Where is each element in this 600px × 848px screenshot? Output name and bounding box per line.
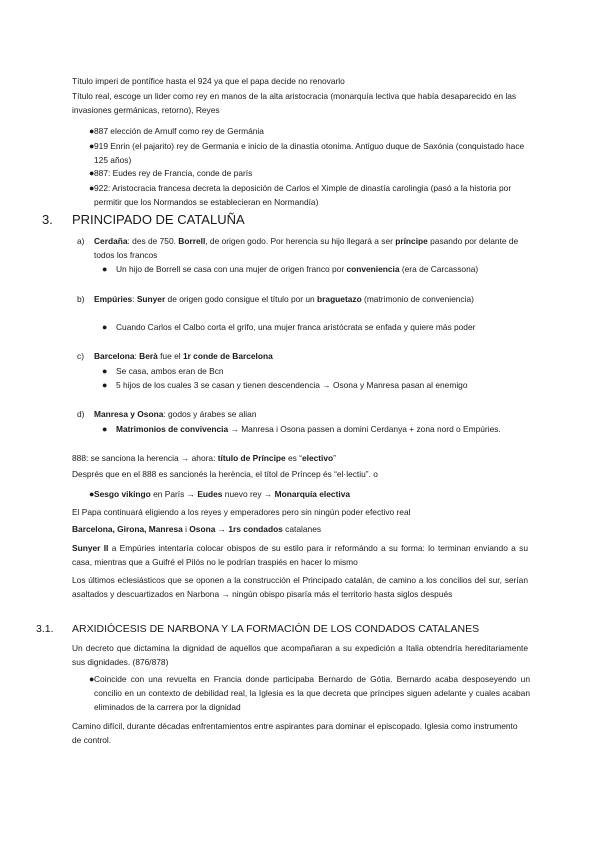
list-label-b: b) xyxy=(77,294,85,304)
text: → xyxy=(215,524,229,534)
term-bera: Berà xyxy=(139,351,158,361)
sub-item-5-hijos: 5 hijos de los cuales 3 se casan y tienen descendencia → Osona y Manresa pasan al enemigo xyxy=(116,380,468,390)
term-braguetazo: braguetazo xyxy=(317,294,362,304)
list-label-d: d) xyxy=(77,409,85,419)
term-sesgo-vikingo: Sesgo vikingo xyxy=(94,489,151,499)
bullet-glyph: ● xyxy=(89,489,95,499)
paragraph-papa: El Papa continuará eligiendo a los reyes y emperadores pero sin ningún poder efectivo real xyxy=(72,507,411,517)
text: a Empúries intentaría colocar obispos de su estilo para ir reformándo a su forma: lo terminan enviando a su casa, mientras que a Guifré el Pilós no le podrían traspiés en hacer lo mismo xyxy=(72,543,528,567)
list-item-barcelona xyxy=(94,349,530,363)
paragraph-titulo-real: Título real, escoge un lider como rey en manos de la alta aristocracia (monarquía lectiva que había desaparecido en las invasiones germánicas, retorno), Reyes xyxy=(72,91,517,115)
text: es “ xyxy=(285,453,302,463)
term-borrell: Borrell xyxy=(178,236,206,246)
list-label-a: a) xyxy=(77,236,85,246)
term-1rs-condados: 1rs condados xyxy=(228,524,283,534)
term-cerdana: Cerdaña xyxy=(94,236,128,246)
text: → Manresa i Osona passen a domini Cerdanya + zona nord o Empúries. xyxy=(228,424,501,434)
paragraph-titulo-imperi: Título imperi de pontífice hasta el 924 ya que el papa decide no renovarlo xyxy=(72,76,345,86)
term-sunyer-ii: Sunyer II xyxy=(72,543,109,553)
term-titulo-principe: título de Príncipe xyxy=(217,453,286,463)
bullet-glyph: ● xyxy=(89,126,95,136)
list-item-enrin: 919 Enrin (el pajarito) rey de Germania e inicio de la dinastia otonima. Antiguo duque de Saxónia (conquistado hace 125 años) xyxy=(94,141,525,165)
paragraph-sunyer-ii xyxy=(72,541,528,569)
text: , de origen godo. Por herencia su hijo llegará a ser xyxy=(205,236,396,246)
text: en París → xyxy=(150,489,198,499)
paragraph-888-catalan: Després que en el 888 es sancionés la herència, el títol de Príncep és “el·lectiu”. o xyxy=(72,469,378,479)
paragraph-ultimos: Los últimos eclesiásticos que se oponen a la construcción el Principado catalán, de camino a los concilios del sur, serían asaltados y descuartizados en Narbona → ningún obispo pisaría más el territorio hasta siglos después xyxy=(72,575,528,599)
term-conveniencia: conveniencia xyxy=(346,264,400,274)
term-matrimonios: Matrimonios de convivencia xyxy=(116,424,229,434)
term-monarquia-electiva: Monarquía electiva xyxy=(274,489,351,499)
term-empuries: Empúries xyxy=(94,294,133,304)
text: pasando por delante de todos los francos xyxy=(94,236,519,260)
text: : des de 750. xyxy=(127,236,179,246)
paragraph-decreto: Un decreto que dictamina la dignidad de aquellos que acompañaran a su expedición a Italia obtendría hereditariamente sus dignidades. (876/878) xyxy=(72,643,528,667)
text: : xyxy=(132,294,137,304)
text: fue el xyxy=(157,351,183,361)
text: (matrimonio de conveniencia) xyxy=(361,294,474,304)
bullet-glyph: ● xyxy=(89,674,95,684)
paragraph-condados xyxy=(72,522,528,536)
bullet-glyph: ● xyxy=(102,424,108,434)
text: : xyxy=(134,351,140,361)
bullet-glyph: ● xyxy=(89,168,95,178)
list-item-manresa-osona xyxy=(94,407,530,421)
term-1r-conde: 1r conde de Barcelona xyxy=(182,351,273,361)
text: 888: se sanciona la herencia → ahora: xyxy=(72,453,218,463)
term-eudes: Eudes xyxy=(197,489,223,499)
section-number: 3. xyxy=(42,212,53,227)
list-item-arnulf: 887 elección de Arnulf como rey de Germánia xyxy=(94,126,264,136)
section-number: 3.1. xyxy=(36,623,54,635)
text: i xyxy=(182,524,190,534)
term-manresa-osona: Manresa y Osona xyxy=(94,409,164,419)
term-osona: Osona xyxy=(189,524,216,534)
bullet-glyph: ● xyxy=(89,141,95,151)
section-heading-principado xyxy=(42,211,245,229)
section-title: PRINCIPADO DE CATALUÑA xyxy=(72,212,245,227)
term-principe: príncipe xyxy=(395,236,428,246)
paragraph-888 xyxy=(72,451,528,465)
list-item-empuries xyxy=(94,292,530,306)
bullet-glyph: ● xyxy=(102,380,108,390)
text: catalanes xyxy=(282,524,322,534)
text: ” xyxy=(333,453,336,463)
text: Un hijo de Borrell se casa con una mujer de origen franco por xyxy=(116,264,347,274)
list-item-carlos: 922: Aristocracia francesa decreta la deposición de Carlos el Ximple de dinastía carolingia (pasó a la historia por permitir que los Normandos se establecieran en Normandía) xyxy=(94,183,512,207)
bullet-glyph: ● xyxy=(102,366,108,376)
term-sunyer: Sunyer xyxy=(136,294,166,304)
bullet-glyph: ● xyxy=(102,264,108,274)
text: de origen godo consigue el título por un xyxy=(165,294,318,304)
term-electivo: electivo xyxy=(301,453,334,463)
sub-item-se-casa: Se casa, ambos eran de Bcn xyxy=(116,366,224,376)
list-item-cerdana xyxy=(94,234,530,262)
sub-item-matrimonios xyxy=(116,422,528,436)
list-item-sesgo-vikingo xyxy=(94,487,530,501)
text: : godos y árabes se alian xyxy=(163,409,257,419)
list-item-eudes: 887: Eudes rey de Francia, conde de parís xyxy=(94,168,253,178)
term-ciudades: Barcelona, Girona, Manresa xyxy=(72,524,183,534)
bullet-glyph: ● xyxy=(89,183,95,193)
term-barcelona: Barcelona xyxy=(94,351,135,361)
sub-item-borrell-hijo xyxy=(116,262,528,276)
text: (era de Carcassona) xyxy=(399,264,479,274)
list-label-c: c) xyxy=(77,351,84,361)
section-title: ARXIDIÓCESIS DE NARBONA Y LA FORMACIÓN DE LOS CONDADOS CATALANES xyxy=(72,623,480,635)
list-item-revuelta: Coincide con una revuelta en Francia donde participaba Bernardo de Gótia. Bernardo acaba desposeyendo un concilio en un contexto de debilidad real, la Iglesia es la que decreta que príncipes siguen adelante y cuales acaban eliminados de la carrera por la dignidad xyxy=(94,674,530,712)
sub-item-carlos-calbo: Cuando Carlos el Calbo corta el grifo, una mujer franca aristócrata se enfada y quiere más poder xyxy=(116,322,476,332)
bullet-glyph: ● xyxy=(102,322,108,332)
text: nuevo rey → xyxy=(222,489,275,499)
section-heading-narbona xyxy=(36,621,479,637)
paragraph-camino: Camino difícil, durante décadas enfrentamientos entre aspirantes para dominar el episcopado. Iglesia como instrumento de control. xyxy=(72,721,518,745)
